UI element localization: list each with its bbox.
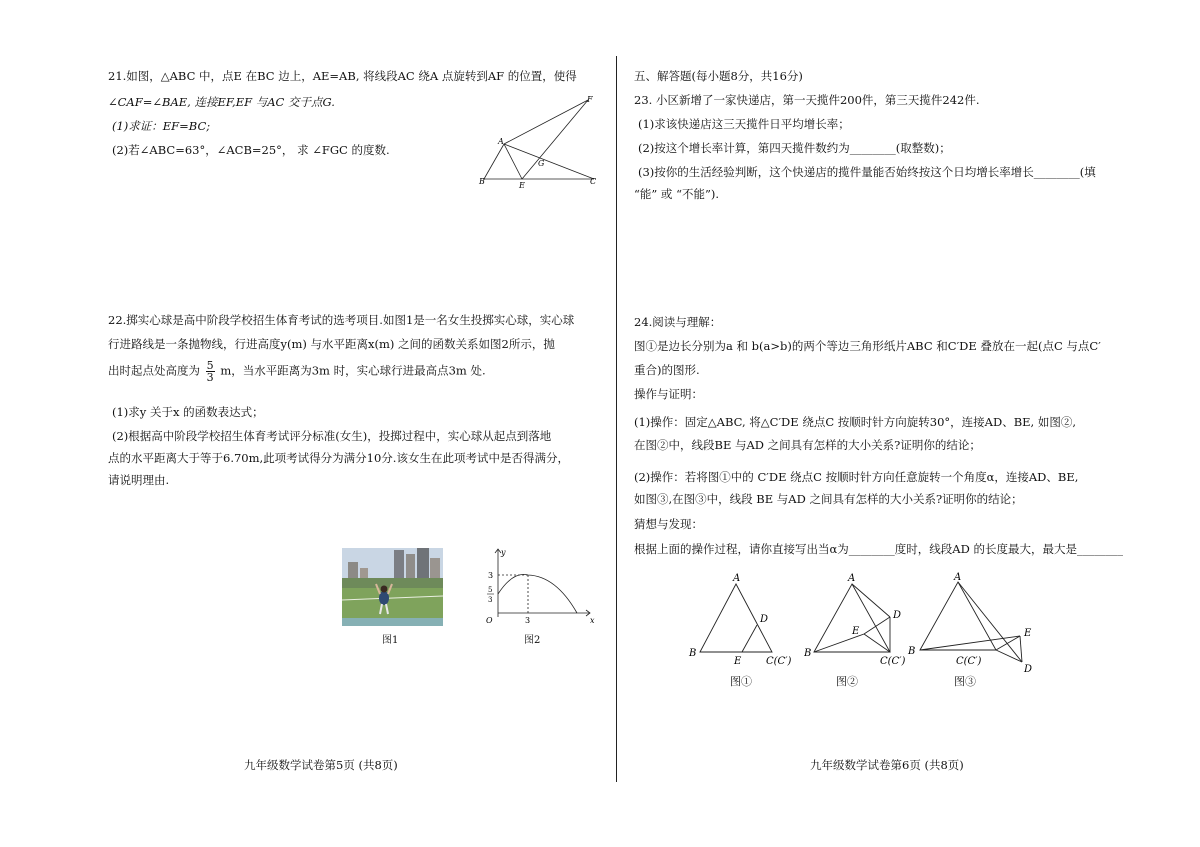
q22-fraction-denominator: 3 xyxy=(206,371,214,384)
graph-y-tick-den: 3 xyxy=(488,596,493,604)
fig3-label-d: D xyxy=(1024,664,1033,674)
left-page-footer: 九年级数学试卷第5页 (共8页) xyxy=(244,758,398,772)
q22-line1: 22.掷实心球是高中阶段学校招生体育考试的选考项目.如图1是一名女生投掷实心球，实心球 xyxy=(108,313,575,327)
fig3-label-b: B xyxy=(908,646,916,657)
right-page-footer: 九年级数学试卷第6页 (共8页) xyxy=(810,758,964,772)
q21-label-f: F xyxy=(587,95,593,104)
q22-parabola-graph xyxy=(478,545,598,627)
q22-fraction-numerator: 5 xyxy=(206,359,214,372)
q22-height-fraction xyxy=(206,360,215,383)
fig1-label-d: D xyxy=(760,614,769,625)
q22-part2-line3: 请说明理由. xyxy=(108,473,170,487)
q24-subheading-guess: 猜想与发现： xyxy=(634,517,703,531)
page-divider xyxy=(616,56,617,782)
q24-fig3-caption: 图③ xyxy=(954,675,976,688)
q23-part3-line2: “能” 或 “不能”). xyxy=(634,187,719,201)
q24-op2-line2: 如图③,在图③中，线段 BE 与AD 之间具有怎样的大小关系?证明你的结论； xyxy=(634,492,1023,506)
graph-y-tick-num: 5 xyxy=(488,586,493,594)
q21-label-b: B xyxy=(479,177,485,186)
q22-line3-end: m，当水平距离为3m 时，实心球行进最高点3m 处. xyxy=(220,363,486,378)
q21-label-e: E xyxy=(519,181,525,188)
q21-label-g: G xyxy=(538,159,545,168)
q23-part2: (2)按这个增长率计算，第四天揽件数约为________(取整数)； xyxy=(638,141,951,155)
q24-op1-line2: 在图②中，线段BE 与AD 之间具有怎样的大小关系?证明你的结论； xyxy=(634,438,981,452)
fig1-label-b: B xyxy=(689,648,697,659)
q24-op2-line1: (2)操作：若将图①中的 C′DE 绕点C 按顺时针方向任意旋转一个角度α，连接AD、BE, xyxy=(634,470,1079,484)
q22-line3-start: 出时起点处高度为 xyxy=(108,363,200,378)
q21-line2: ∠CAF=∠BAE, 连接EF,EF 与AC 交于点G. xyxy=(108,95,335,109)
q24-fig1-caption: 图① xyxy=(730,675,752,688)
fig3-label-e: E xyxy=(1024,628,1032,639)
fig2-label-e: E xyxy=(852,626,860,637)
q22-fig1-caption: 图1 xyxy=(382,635,399,646)
section-title: 五、解答题(每小题8分，共16分) xyxy=(634,69,803,83)
fig2-label-d: D xyxy=(893,610,902,621)
q24-figure-3 xyxy=(906,570,1042,674)
fig1-label-cc: C(C′) xyxy=(766,656,792,667)
q22-line2: 行进路线是一条抛物线，行进高度y(m) 与水平距离x(m) 之间的函数关系如图2所示，抛 xyxy=(108,337,555,351)
q22-fig2-caption: 图2 xyxy=(524,635,541,646)
graph-origin-label: O xyxy=(486,616,493,625)
q21-part1: (1)求证：EF=BC; xyxy=(112,119,211,133)
q21-label-a: A xyxy=(498,137,504,146)
q21-part2: (2)若∠ABC=63°，∠ACB=25°， 求 ∠FGC 的度数. xyxy=(112,143,390,157)
fig2-label-b: B xyxy=(804,648,812,659)
q21-figure xyxy=(478,92,602,188)
q24-line1: 图①是边长分别为a 和 b(a>b)的两个等边三角形纸片ABC 和C′DE 叠放在一起(点C 与点C′ xyxy=(634,339,1101,353)
q24-op1-line1: (1)操作：固定△ABC, 将△C′DE 绕点C 按顺时针方向旋转30°，连接AD、BE, 如图②, xyxy=(634,415,1077,429)
fig2-label-a: A xyxy=(848,573,856,584)
q22-part2-line2: 点的水平距离大于等于6.70m,此项考试得分为满分10分.该女生在此项考试中是否得满分， xyxy=(108,451,569,465)
q22-photo-shotput xyxy=(342,548,443,626)
fig1-label-a: A xyxy=(733,573,741,584)
graph-y-label: y xyxy=(501,548,506,557)
graph-x-label: x xyxy=(590,616,595,625)
q23-line1: 23. 小区新增了一家快递店，第一天揽件200件，第三天揽件242件. xyxy=(634,93,980,107)
q24-title: 24.阅读与理解： xyxy=(634,315,722,329)
fig3-label-a: A xyxy=(954,572,962,583)
q22-line3 xyxy=(108,360,486,383)
q24-guess-line: 根据上面的操作过程，请你直接写出当α为________度时，线段AD 的长度最大，最大是________ xyxy=(634,542,1123,556)
fig3-label-cc: C(C′) xyxy=(956,656,982,667)
q24-fig2-caption: 图② xyxy=(836,675,858,688)
q22-part1: (1)求y 关于x 的函数表达式； xyxy=(112,405,264,419)
graph-y-tick-3: 3 xyxy=(488,571,494,580)
graph-x-tick-3: 3 xyxy=(525,616,531,625)
q24-subheading-proof: 操作与证明： xyxy=(634,387,703,401)
q23-part3-line1: (3)按你的生活经验判断，这个快递店的揽件量能否始终按这个日均增长率增长________(填 xyxy=(638,165,1096,179)
q22-part2-line1: (2)根据高中阶段学校招生体育考试评分标准(女生)，投掷过程中，实心球从起点到落地 xyxy=(112,429,552,443)
fig1-label-e: E xyxy=(734,656,742,667)
q21-label-c: C xyxy=(590,177,597,186)
q24-figure-2 xyxy=(804,570,914,668)
q24-figure-1 xyxy=(686,570,796,668)
q21-line1: 21.如图，△ABC 中，点E 在BC 边上，AE=AB, 将线段AC 绕A 点旋转到AF 的位置，使得 xyxy=(108,69,577,83)
q24-line2: 重合)的图形. xyxy=(634,363,700,377)
fig2-label-cc: C(C′) xyxy=(880,656,906,667)
q23-part1: (1)求该快递店这三天揽件日平均增长率； xyxy=(638,117,850,131)
